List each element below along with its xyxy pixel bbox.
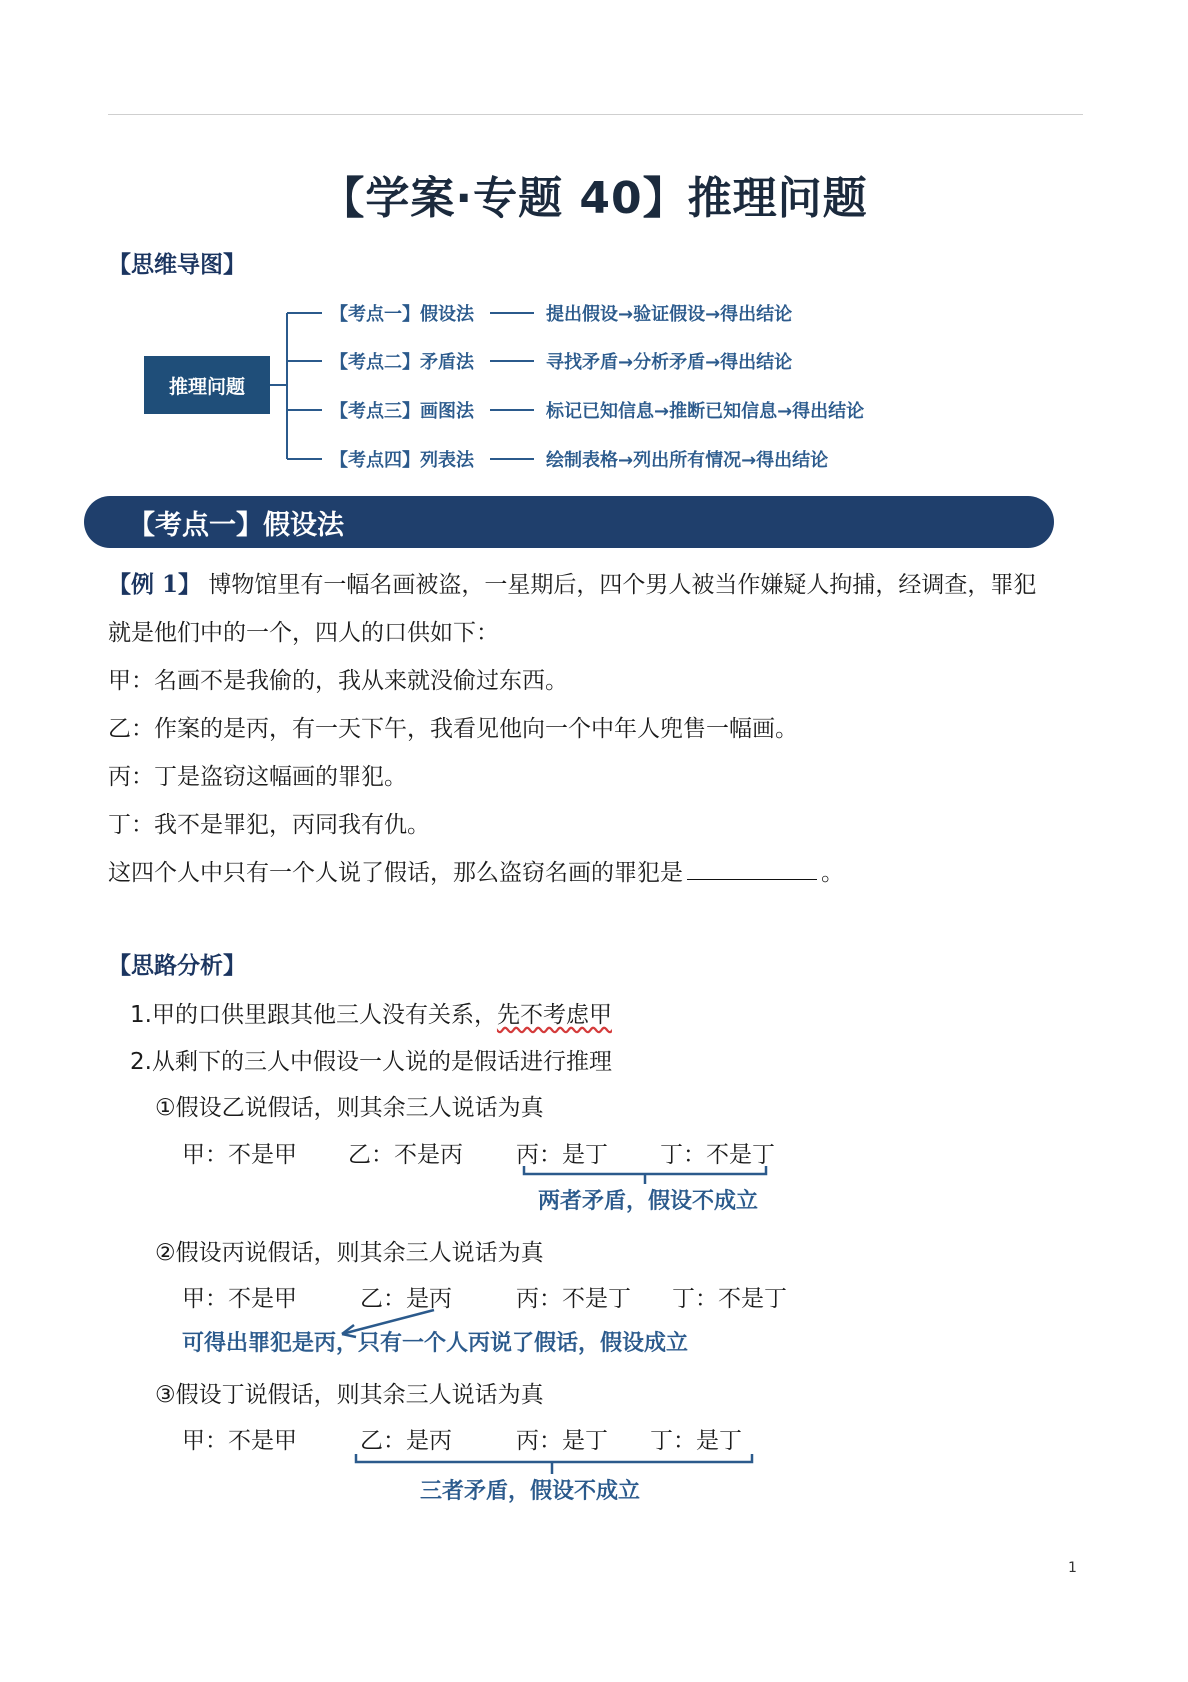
section-banner: 【考点一】假设法 — [84, 496, 1054, 548]
mindmap-heading: 【思维导图】 — [108, 252, 246, 278]
branch-steps: 标记已知信息→推断已知信息→得出结论 — [546, 401, 865, 422]
case-1-bing: 丙：是丁 — [516, 1142, 608, 1168]
case-2-title: ②假设丙说假话，则其余三人说话为真 — [155, 1240, 544, 1266]
branch-dash — [490, 458, 534, 460]
mindmap-root: 推理问题 — [144, 356, 270, 414]
case-3-bing: 丙：是丁 — [516, 1428, 608, 1454]
statement-bing: 丙：丁是盗窃这幅画的罪犯。 — [108, 764, 407, 790]
example-label: 【例 1】 — [108, 571, 202, 598]
analysis-step-2: 2.从剩下的三人中假设一人说的是假话进行推理 — [130, 1049, 612, 1075]
question-end: 。 — [821, 860, 844, 886]
example-line-1 — [108, 566, 1036, 599]
case-1-yi: 乙：不是丙 — [348, 1142, 463, 1168]
case-3-title: ③假设丁说假话，则其余三人说话为真 — [155, 1382, 544, 1408]
branch-dash — [490, 360, 534, 362]
case-2-jia: 甲：不是甲 — [182, 1286, 297, 1312]
case-3-jia: 甲：不是甲 — [182, 1428, 297, 1454]
branch-tag: 【考点四】列表法 — [330, 450, 474, 471]
branch-tag: 【考点三】画图法 — [330, 401, 474, 422]
case-1-jia: 甲：不是甲 — [182, 1142, 297, 1168]
step1-text: 1.甲的口供里跟其他三人没有关系， — [130, 1002, 497, 1028]
answer-blank — [687, 857, 817, 880]
mindmap-branch-2 — [330, 346, 792, 376]
step1-marked-text: 先不考虑甲 — [496, 1002, 612, 1028]
example-line-2: 就是他们中的一个，四人的口供如下： — [108, 620, 499, 646]
branch-dash — [490, 312, 534, 314]
case-1-ding: 丁：不是丁 — [660, 1142, 775, 1168]
case-3-yi: 乙：是丙 — [360, 1428, 452, 1454]
case-2-note: 可得出罪犯是丙，只有一个人丙说了假话，假设成立 — [182, 1331, 689, 1356]
example-text: 博物馆里有一幅名画被盗，一星期后，四个男人被当作嫌疑人拘捕，经调查，罪犯 — [208, 572, 1037, 598]
case-1-bracket — [520, 1164, 770, 1186]
statement-yi: 乙：作案的是丙，有一天下午，我看见他向一个中年人兜售一幅画。 — [108, 716, 798, 742]
case-1-note: 两者矛盾，假设不成立 — [538, 1189, 759, 1214]
statement-jia: 甲：名画不是我偷的，我从来就没偷过东西。 — [108, 668, 568, 694]
case-2-ding: 丁：不是丁 — [672, 1286, 787, 1312]
case-3-note: 三者矛盾，假设不成立 — [420, 1479, 641, 1504]
case-1-title: ①假设乙说假话，则其余三人说话为真 — [155, 1095, 544, 1121]
branch-tag: 【考点二】矛盾法 — [330, 352, 474, 373]
branch-steps: 提出假设→验证假设→得出结论 — [546, 304, 793, 325]
branch-tag: 【考点一】假设法 — [330, 304, 474, 325]
mindmap-branch-3 — [330, 395, 864, 425]
case-3-bracket — [352, 1452, 756, 1476]
branch-dash — [490, 409, 534, 411]
mindmap-connectors — [0, 0, 1188, 500]
mindmap-branch-1 — [330, 298, 792, 328]
analysis-step-1 — [130, 996, 612, 1029]
branch-steps: 寻找矛盾→分析矛盾→得出结论 — [546, 352, 793, 373]
branch-steps: 绘制表格→列出所有情况→得出结论 — [546, 450, 829, 471]
case-2-yi: 乙：是丙 — [360, 1286, 452, 1312]
case-2-bing: 丙：不是丁 — [516, 1286, 631, 1312]
case-3-ding: 丁：是丁 — [650, 1428, 742, 1454]
statement-ding: 丁：我不是罪犯，丙同我有仇。 — [108, 812, 430, 838]
mindmap-branch-4 — [330, 444, 828, 474]
page-number: 1 — [1068, 1560, 1077, 1576]
question-text: 这四个人中只有一个人说了假话，那么盗窃名画的罪犯是 — [108, 860, 683, 886]
page-title: 【学案·专题 40】推理问题 — [320, 173, 868, 224]
analysis-heading: 【思路分析】 — [108, 953, 246, 979]
question-line — [108, 854, 844, 887]
